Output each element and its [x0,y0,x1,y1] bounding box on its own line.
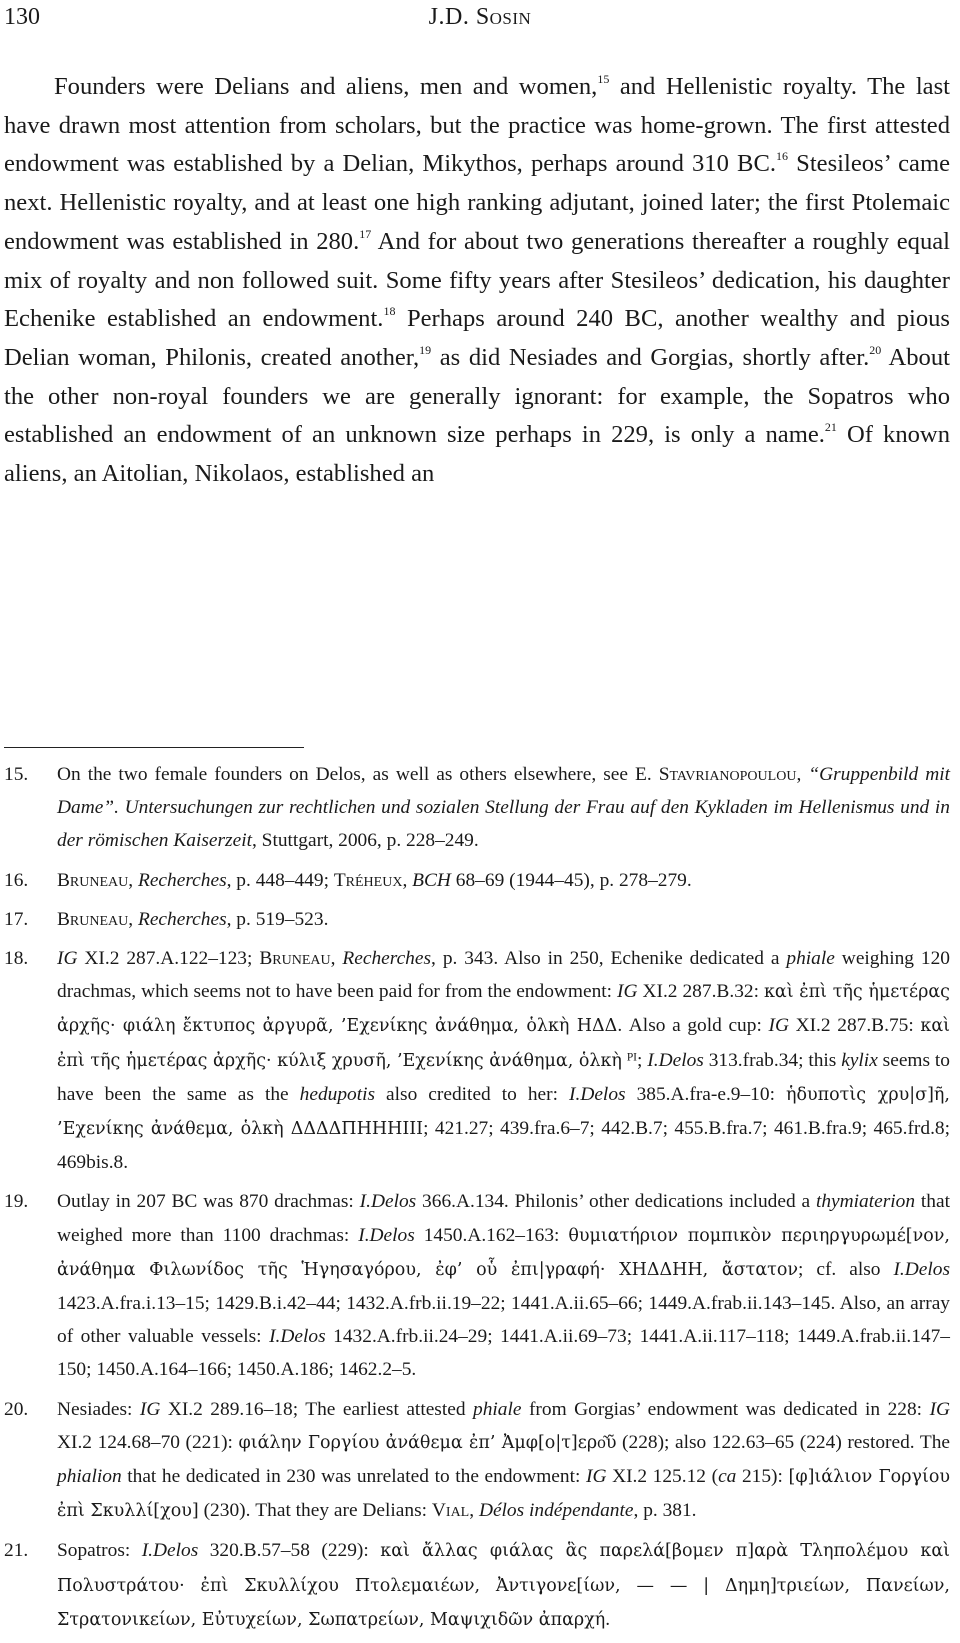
footnote-21 [4,1534,950,1637]
footnote-19 [4,1185,950,1386]
footnote-text: On the two female founders on Delos, as well as others elsewhere, see E. Stavrianopoulou, “Gruppenbild mit Dame”. Untersuchungen zur rechtlichen und sozialen Stellung der Frau auf den Kykladen im Hellenismus und in der römischen Kaiserzeit, Stuttgart, 2006, p. 228–249. [57,764,950,852]
footnote-number: 17. [4,908,29,930]
body-paragraph [4,68,950,494]
footnote-text: IG XI.2 287.A.122–123; Bruneau, Recherches, p. 343. Also in 250, Echenike dedicated a phiale weighing 120 drachmas, which seems not to have been paid for from the endowment: IG XI.2 287.B.32: καὶ ἐπὶ τῆς ἡμετέρας ἀρχῆς· φιάλη ἔκτυπος ἀργυρᾶ, ’Εχενίκης ἀνάθημα, ὁλκὴ ΗΔΔ. Also a gold cup: IG XI.2 287.B.75: καὶ ἐπὶ τῆς ἡμετέρας ἀρχῆς· κύλιξ χρυσῆ, ’Εχενίκης ἀνάθημα, ὁλκὴ ᴾᴵ; I.Delos 313.frab.34; this kylix seems to have been the same as the hedupotis also credited to her: I.Delos 385.A.fra-e.9–10: ἡδυποτὶς χρυ|σ]ῆ, ’Εχενίκης ἀνάθεμα, ὁλκὴ ΔΔΔΔΠΗΗΗΙΙΙ; 421.27; 439.fra.6–7; 442.B.7; 455.B.fra.7; 461.B.fra.9; 465.frd.8; 469bis.8. [57,948,951,1174]
footnote-ref-18[interactable]: 18 [383,304,396,319]
footnote-number: 18. [4,948,29,970]
body-text [4,68,950,494]
footnote-text: Outlay in 207 BC was 870 drachmas: I.Delos 366.A.134. Philonis’ other dedications included a thymiaterion that weighed more than 1100 drachmas: I.Delos 1450.A.162–163: θυμιατήριον πομπικὸν περιηργυρωμέ[νον, ἀνάθημα Φιλωνίδος τῆς Ἡγησαγόρου, ἐφ’ οὗ ἐπι|γραφή· ΧΗΔΔΗΗ, ἄστατον; cf. also I.Delos 1423.A.fra.i.13–15; 1429.B.i.42–44; 1432.A.frb.ii.19–22; 1441.A.ii.65–66; 1449.A.frab.ii.143–145. Also, an array of other valuable vessels: I.Delos 1432.A.frb.ii.24–29; 1441.A.ii.69–73; 1441.A.ii.117–118; 1449.A.frab.ii.147–150; 1450.A.164–166; 1450.A.186; 1462.2–5. [57,1191,950,1381]
footnote-number: 20. [4,1398,29,1420]
body-sentence: And for about two generations thereafter a roughly equal mix of royalty and non followed suit. Some fifty years after Stesileos’ dedication, his daughter Echenike established an endowment. [4,227,950,333]
footnote-18 [4,942,950,1179]
footnote-number: 19. [4,1191,29,1213]
running-head-initials: J.D. [428,4,476,30]
footnote-text: Bruneau, Recherches, p. 448–449; Tréheux, BCH 68–69 (1944–45), p. 278–279. [57,869,692,891]
footnotes [4,758,950,1643]
body-sentence: Perhaps around 240 BC, another wealthy and pious Delian woman, Philonis, created another, [4,305,950,371]
footnote-16 [4,864,950,897]
footnote-ref-20[interactable]: 20 [869,342,882,357]
body-sentence: Of known aliens, an Aitolian, Nikolaos, established an [4,421,950,488]
page-header [0,0,940,40]
footnote-number: 15. [4,764,29,785]
footnote-number: 16. [4,869,29,891]
body-sentence: About the other non-royal founders we are generally ignorant: for example, the Sopatros who established an endowment of an unknown size perhaps in 229, is only a name. [4,343,950,449]
page-number: 130 [4,4,40,30]
body-sentence: Stesileos’ came next. Hellenistic royalty, and at least one high ranking adjutant, joined later; the first Ptolemaic endowment was established in 280. [4,150,950,255]
footnote-text: Sopatros: I.Delos 320.B.57–58 (229): καὶ ἄλλας φιάλας ἃς παρελά[βομεν π]αρὰ Τληπολέμου καὶ Πολυστράτου· ἐπὶ Σκυλλίχου Πτολεμαιέων, Ἀντιγονε[ίων, — — | Δημη]τριείων, Πανείων, Στρατονικείων, Εὐτυχείων, Σωπατρείων, Μαψιχιδῶν ἀπαρχή. [57,1540,951,1630]
footnote-20 [4,1393,950,1529]
body-sentence: and Hellenistic royalty. The last have drawn most attention from scholars, but the practice was home-grown. The first attested endowment was established by a Delian, Mikythos, perhaps around 310 BC. [4,73,950,178]
footnote-ref-15[interactable]: 15 [597,72,610,86]
footnote-text: Bruneau, Recherches, p. 519–523. [57,908,329,930]
running-head [0,4,960,31]
body-sentence: as did Nesiades and Gorgias, shortly after. [431,343,870,371]
footnote-ref-17[interactable]: 17 [359,226,372,241]
footnote-text: Nesiades: IG XI.2 289.16–18; The earliest attested phiale from Gorgias’ endowment was dedicated in 228: IG XI.2 124.68–70 (221): φιάλην Γοργίου ἀνάθεμα ἐπ’ Ἀμφ[ο|τ]ερο͂ῦ (228); also 122.63–65 (224) restored. The phialion that he dedicated in 230 was unrelated to the endowment: IG XI.2 125.12 (ca 215): [φ]ιάλιον Γοργίου ἐπὶ Σκυλλί[χου] (230). That they are Delians: Vial, Délos indépendante, p. 381. [57,1398,951,1522]
running-head-name: Sosin [475,4,532,30]
footnote-17 [4,903,950,936]
footnote-15 [4,758,950,858]
footnote-ref-19[interactable]: 19 [419,342,432,357]
footnote-number: 21. [4,1540,29,1562]
body-sentence: Founders were Delians and aliens, men and women, [54,73,598,100]
footnote-divider [4,747,304,748]
footnote-ref-21[interactable]: 21 [824,420,837,435]
footnote-ref-16[interactable]: 16 [776,149,789,164]
